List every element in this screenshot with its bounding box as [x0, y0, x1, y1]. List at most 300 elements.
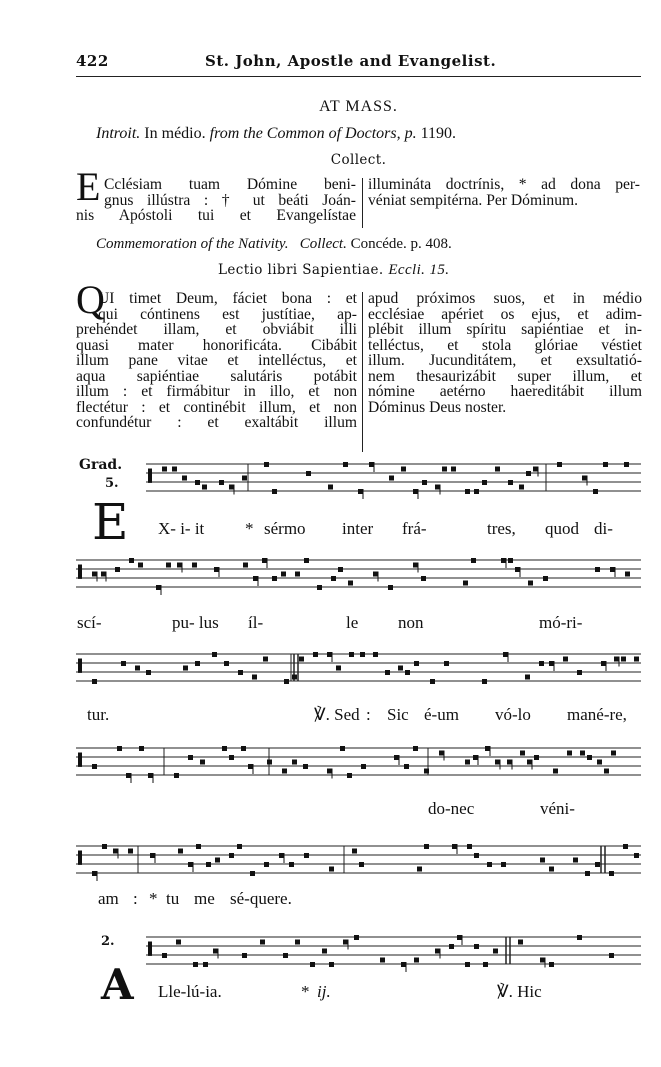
neume-note — [260, 940, 265, 945]
lyric: am — [98, 889, 119, 908]
neume-note — [587, 755, 592, 760]
neume-note — [380, 958, 385, 963]
neume-note — [282, 769, 287, 774]
neume-note — [303, 764, 308, 769]
neume-note — [508, 480, 513, 485]
lyric: vó-lo — [495, 705, 531, 724]
collect-right-line: illumináta doctrínis, * ad dona per- — [368, 176, 640, 193]
neume-note — [358, 489, 363, 494]
clef-mark — [148, 469, 152, 483]
neume-note — [495, 760, 500, 765]
collect-column-divider — [362, 178, 363, 228]
neume-note — [463, 581, 468, 586]
neume-note — [634, 657, 639, 662]
lesson-reference: Eccli. 15. — [388, 262, 450, 278]
neume-note — [101, 572, 106, 577]
neume-note — [414, 661, 419, 666]
neume-note — [539, 661, 544, 666]
lyric: sé-quere. — [230, 889, 292, 908]
neume-note — [248, 764, 253, 769]
neume-note — [404, 764, 409, 769]
neume-note — [338, 567, 343, 572]
neume-note — [166, 563, 171, 568]
commemoration-label: Commemoration of the Nativity. — [96, 236, 289, 252]
neume-note — [520, 751, 525, 756]
collect-right-line: véniat sempitérna. Per Dóminum. — [368, 191, 579, 209]
neume-note — [421, 576, 426, 581]
neume-note — [215, 858, 220, 863]
neume-note — [597, 760, 602, 765]
neume-note — [327, 652, 332, 657]
lyric: : — [366, 705, 371, 724]
neume-note — [413, 489, 418, 494]
neume-note — [424, 844, 429, 849]
neume-note — [577, 670, 582, 675]
lyric: frá- — [402, 519, 427, 538]
neume-note — [603, 462, 608, 467]
neume-note — [295, 572, 300, 577]
neume-note — [534, 755, 539, 760]
neume-note — [202, 485, 207, 490]
neume-note — [237, 844, 242, 849]
neume-note — [487, 862, 492, 867]
lyric: tu — [166, 889, 180, 908]
neume-note — [528, 581, 533, 586]
collect-heading: Collect. — [330, 152, 387, 168]
section-title: AT MASS. — [319, 98, 398, 115]
neume-note — [292, 760, 297, 765]
neume-note — [385, 670, 390, 675]
lesson-left-line: prehéndet illam, et obviábit illi — [76, 321, 357, 338]
neume-note — [474, 489, 479, 494]
neume-note — [328, 485, 333, 490]
neume-note — [611, 751, 616, 756]
neume-note — [414, 958, 419, 963]
neume-note — [343, 940, 348, 945]
neume-note — [347, 773, 352, 778]
lyric: véni- — [540, 799, 575, 818]
neume-note — [507, 760, 512, 765]
neume-note — [183, 666, 188, 671]
neume-note — [465, 962, 470, 967]
neume-note — [518, 940, 523, 945]
introit-text: In médio. — [144, 125, 206, 142]
neume-note — [474, 944, 479, 949]
lyric: mó-ri- — [539, 613, 583, 632]
introit-page: 1190. — [420, 125, 456, 142]
collect-left-line: Cclésiam tuam Dómine beni- — [104, 176, 356, 193]
neume-note — [193, 962, 198, 967]
neume-note — [229, 853, 234, 858]
neume-note — [349, 652, 354, 657]
lyric: do-nec — [428, 799, 475, 818]
lesson-right-line: nem thesaurizábit super illum, et — [368, 367, 642, 385]
neume-note — [92, 764, 97, 769]
neume-note — [609, 871, 614, 876]
neume-note — [471, 558, 476, 563]
lyric: ij. — [317, 982, 331, 1001]
neume-note — [267, 760, 272, 765]
neume-note — [121, 661, 126, 666]
lyric: me — [194, 889, 215, 908]
gradual-initial: E — [92, 493, 129, 551]
neume-note — [567, 751, 572, 756]
neume-note — [467, 844, 472, 849]
neume-note — [451, 467, 456, 472]
neume-note — [373, 572, 378, 577]
collect-right-column — [368, 177, 640, 208]
neume-note — [289, 862, 294, 867]
neume-note — [178, 849, 183, 854]
neume-note — [299, 657, 304, 662]
neume-note — [327, 769, 332, 774]
neume-note — [264, 462, 269, 467]
neume-note — [501, 558, 506, 563]
neume-note — [295, 940, 300, 945]
lesson-left-line: confundétur : et exaltábit illum — [76, 414, 357, 431]
neume-note — [343, 462, 348, 467]
chant-staff-3 — [76, 644, 646, 694]
neume-note — [212, 652, 217, 657]
neume-note — [526, 471, 531, 476]
neume-note — [203, 962, 208, 967]
neume-note — [283, 953, 288, 958]
neume-note — [549, 661, 554, 666]
neume-note — [359, 862, 364, 867]
neume-note — [135, 666, 140, 671]
neume-note — [401, 962, 406, 967]
neume-note — [172, 467, 177, 472]
neume-note — [92, 871, 97, 876]
neume-note — [128, 849, 133, 854]
neume-note — [292, 675, 297, 680]
introit-reference: from the Common of Doctors, p. — [209, 125, 417, 142]
neume-note — [304, 853, 309, 858]
lesson-right-line: plébit illum spíritu sapiéntiae et in- — [368, 321, 642, 338]
neume-note — [444, 661, 449, 666]
neume-note — [388, 585, 393, 590]
lesson-left-line: illum : et firmábitur in illo, et non — [76, 383, 357, 400]
neume-note — [253, 576, 258, 581]
neume-note — [331, 576, 336, 581]
neume-note — [148, 773, 153, 778]
neume-note — [493, 949, 498, 954]
neume-note — [621, 657, 626, 662]
lesson-heading-line — [218, 262, 449, 279]
chant-staff-1 — [76, 454, 646, 504]
neume-note — [340, 746, 345, 751]
lyric: inter — [342, 519, 374, 538]
lyric: é-um — [424, 705, 459, 724]
neume-note — [224, 661, 229, 666]
neume-note — [242, 476, 247, 481]
lesson-right-line: Dóminus Deus noster. — [368, 398, 507, 416]
neume-note — [146, 670, 151, 675]
lesson-right-line: telléctus, et stola glóriae véstiet — [368, 336, 642, 354]
neume-note — [573, 858, 578, 863]
commemoration-collect-label: Collect. — [299, 236, 347, 252]
lesson-heading: Lectio libri Sapientiae. — [218, 262, 384, 278]
gradual-label: Grad. — [79, 457, 123, 473]
collect-left-line: nis Apóstoli tui et Evangelístae — [76, 207, 356, 224]
chant-staff-4 — [76, 738, 646, 788]
neume-note — [543, 576, 548, 581]
lyric: * — [245, 519, 254, 538]
neume-note — [508, 558, 513, 563]
neume-note — [625, 572, 630, 577]
lyric: sérmo — [264, 519, 306, 538]
neume-note — [540, 858, 545, 863]
neume-note — [422, 480, 427, 485]
neume-note — [162, 467, 167, 472]
neume-note — [313, 652, 318, 657]
neume-note — [473, 755, 478, 760]
neume-note — [609, 953, 614, 958]
lyric: tres, — [487, 519, 516, 538]
lyric: di- — [594, 519, 613, 538]
neume-note — [92, 679, 97, 684]
neume-note — [580, 751, 585, 756]
neume-note — [465, 489, 470, 494]
neume-note — [585, 871, 590, 876]
neume-note — [549, 867, 554, 872]
neume-note — [623, 844, 628, 849]
neume-note — [369, 462, 374, 467]
neume-note — [549, 962, 554, 967]
neume-note — [206, 862, 211, 867]
lyric: quod — [545, 519, 579, 538]
neume-note — [272, 576, 277, 581]
neume-note — [604, 769, 609, 774]
clef-mark — [78, 851, 82, 865]
neume-note — [582, 476, 587, 481]
neume-note — [138, 563, 143, 568]
neume-note — [222, 746, 227, 751]
running-title: St. John, Apostle and Evangelist. — [205, 52, 497, 70]
neume-note — [401, 467, 406, 472]
neume-note — [439, 751, 444, 756]
clef-mark — [78, 565, 82, 579]
neume-note — [306, 471, 311, 476]
neume-note — [262, 558, 267, 563]
neume-note — [117, 746, 122, 751]
neume-note — [129, 558, 134, 563]
neume-note — [188, 755, 193, 760]
commemoration-line — [96, 236, 452, 253]
collect-left-line: gnus illústra : † ut beáti Joán- — [104, 191, 356, 209]
neume-note — [304, 558, 309, 563]
lyric: scí- — [77, 613, 102, 632]
neume-note — [424, 769, 429, 774]
neume-note — [405, 670, 410, 675]
lesson-left-line: illum pane vitae et intelléctus, et — [76, 352, 357, 369]
neume-note — [595, 567, 600, 572]
neume-note — [352, 849, 357, 854]
lyric: Sic — [387, 705, 409, 724]
neume-note — [238, 670, 243, 675]
neume-note — [553, 769, 558, 774]
neume-note — [348, 581, 353, 586]
neume-note — [482, 679, 487, 684]
neume-note — [317, 585, 322, 590]
neume-note — [457, 935, 462, 940]
collect-left-column — [76, 177, 356, 224]
lesson-right-line: ecclésiae apériet os ejus, et adim- — [368, 305, 642, 323]
neume-note — [162, 953, 167, 958]
neume-note — [540, 958, 545, 963]
neume-note — [557, 462, 562, 467]
neume-note — [264, 862, 269, 867]
lesson-right-line: nómine aetérno haereditábit illum — [368, 383, 642, 400]
neume-note — [92, 572, 97, 577]
neume-note — [272, 489, 277, 494]
lesson-initial: Q — [76, 277, 105, 322]
neume-note — [213, 949, 218, 954]
neume-note — [188, 862, 193, 867]
neume-note — [373, 652, 378, 657]
neume-note — [250, 871, 255, 876]
lesson-left-column — [76, 291, 357, 431]
lesson-right-line: illum. Jucunditátem, et exsultatió- — [368, 352, 642, 369]
neume-note — [442, 467, 447, 472]
neume-note — [501, 862, 506, 867]
lesson-left-line: quasi mater honorificáta. Cibábit — [76, 336, 357, 354]
neume-note — [243, 563, 248, 568]
introit-label: Introit. — [96, 125, 141, 142]
neume-note — [430, 679, 435, 684]
neume-note — [242, 953, 247, 958]
lesson-left-line: qui cóntinens est justítiae, ap- — [98, 305, 357, 323]
neume-note — [156, 585, 161, 590]
neume-note — [389, 476, 394, 481]
neume-note — [229, 755, 234, 760]
lyric: mané-re, — [567, 705, 627, 724]
lesson-left-line: flectétur : et continébit illum, et non — [76, 398, 357, 416]
neume-note — [322, 949, 327, 954]
neume-note — [177, 563, 182, 568]
neume-note — [483, 962, 488, 967]
neume-note — [435, 485, 440, 490]
neume-note — [601, 661, 606, 666]
neume-note — [150, 853, 155, 858]
lyric: * — [301, 982, 310, 1001]
neume-note — [139, 746, 144, 751]
lesson-left-line: aqua sapiéntiae salutáris potábit — [76, 367, 357, 385]
neume-note — [449, 944, 454, 949]
commemoration-text: Concéde. p. 408. — [350, 236, 452, 252]
neume-note — [624, 462, 629, 467]
lesson-right-line: apud próximos suos, et in médio — [368, 290, 642, 307]
lyric: ℣. Hic — [497, 982, 542, 1001]
lyric: * — [149, 889, 158, 908]
neume-note — [495, 467, 500, 472]
neume-note — [329, 962, 334, 967]
neume-note — [214, 567, 219, 572]
clef-mark — [78, 753, 82, 767]
introit-line — [96, 125, 456, 143]
lyric: pu- lus — [172, 613, 219, 632]
lyric: ℣. Sed — [314, 705, 360, 724]
neume-note — [485, 746, 490, 751]
lyric: X- i- it — [158, 519, 205, 538]
neume-note — [252, 675, 257, 680]
chant-staff-6 — [76, 927, 646, 977]
neume-note — [115, 567, 120, 572]
collect-initial: E — [76, 164, 101, 209]
neume-note — [417, 867, 422, 872]
neume-note — [482, 480, 487, 485]
neume-note — [563, 657, 568, 662]
neume-note — [525, 675, 530, 680]
lyric: íl- — [248, 613, 264, 632]
neume-note — [329, 867, 334, 872]
neume-note — [102, 844, 107, 849]
lesson-column-divider — [362, 292, 363, 452]
gradual-mode: 5. — [105, 476, 119, 491]
neume-note — [196, 844, 201, 849]
lyric: le — [346, 613, 359, 632]
neume-note — [182, 476, 187, 481]
neume-note — [336, 666, 341, 671]
neume-note — [361, 764, 366, 769]
clef-mark — [148, 942, 152, 956]
neume-note — [174, 773, 179, 778]
clef-mark — [78, 659, 82, 673]
neume-note — [610, 567, 615, 572]
neume-note — [634, 853, 639, 858]
neume-note — [413, 563, 418, 568]
neume-note — [310, 962, 315, 967]
neume-note — [452, 844, 457, 849]
header-rule — [76, 76, 641, 77]
neume-note — [577, 935, 582, 940]
neume-note — [354, 935, 359, 940]
lesson-left-line: UI timet Deum, fáciet bona : et — [98, 290, 357, 307]
neume-note — [503, 652, 508, 657]
neume-note — [263, 657, 268, 662]
neume-note — [394, 755, 399, 760]
neume-note — [281, 572, 286, 577]
neume-note — [241, 746, 246, 751]
neume-note — [176, 940, 181, 945]
lesson-right-column — [368, 291, 642, 415]
lyric: Lle-lú-ia. — [158, 982, 222, 1001]
neume-note — [614, 657, 619, 662]
neume-note — [527, 760, 532, 765]
neume-note — [435, 949, 440, 954]
neume-note — [229, 485, 234, 490]
neume-note — [474, 853, 479, 858]
alleluia-mode: 2. — [101, 934, 115, 949]
neume-note — [465, 760, 470, 765]
neume-note — [519, 485, 524, 490]
page-number: 422 — [76, 52, 109, 70]
neume-note — [219, 480, 224, 485]
lyric: non — [398, 613, 424, 632]
neume-note — [192, 563, 197, 568]
lyric: tur. — [87, 705, 110, 724]
neume-note — [284, 679, 289, 684]
neume-note — [126, 773, 131, 778]
neume-note — [595, 862, 600, 867]
neume-note — [593, 489, 598, 494]
neume-note — [515, 567, 520, 572]
neume-note — [195, 480, 200, 485]
neume-note — [195, 661, 200, 666]
neume-note — [200, 760, 205, 765]
lyric: : — [133, 889, 138, 908]
neume-note — [533, 467, 538, 472]
